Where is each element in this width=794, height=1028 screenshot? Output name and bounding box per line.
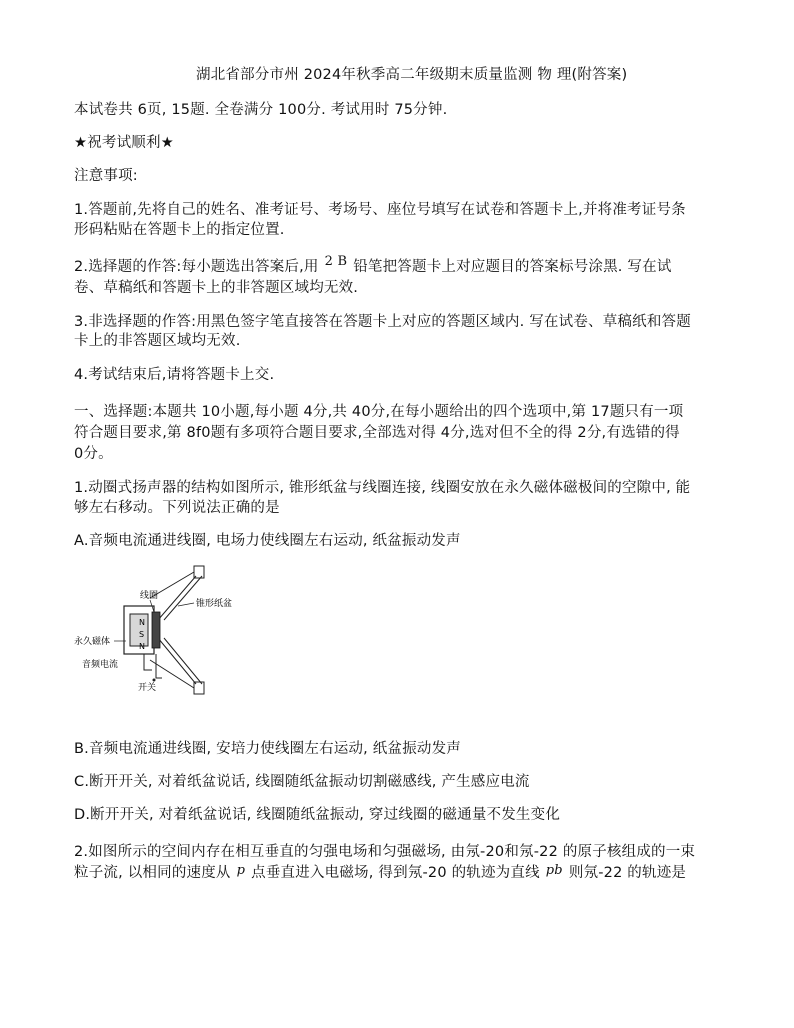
q1-stem-line-1: 1.动圈式扬声器的结构如图所示, 锥形纸盆与线圈连接, 线圈安放在永久磁体磁极间的空隙中, 能 xyxy=(74,480,691,496)
section-1-line-1: 一、选择题:本题共 10小题,每小题 4分,共 40分,在每小题给出的四个选项中,第 17题只有一项 xyxy=(74,404,684,420)
note-1-line-1: 1.答题前,先将自己的姓名、准考证号、考场号、座位号填写在试卷和答题卡上,并将准考证号条 xyxy=(74,202,686,218)
wish-text: ★祝考试顺利★ xyxy=(74,135,174,151)
switch-contact xyxy=(153,679,156,682)
point-p: p xyxy=(236,863,246,878)
note-4: 4.考试结束后,请将答题卡上交. xyxy=(74,367,275,383)
q2-text-b: 点垂直进入电磁场, 得到氖-20 的轨迹为直线 xyxy=(251,865,540,881)
pole-n-bottom: N xyxy=(139,642,145,651)
q1-stem-line-2: 够左右移动。下列说法正确的是 xyxy=(74,500,280,516)
section-1-line-3: 0分。 xyxy=(74,446,113,462)
notice-heading: 注意事项: xyxy=(74,168,138,184)
pencil-grade: 2 B xyxy=(324,254,348,269)
q2-text-a: 粒子流, 以相同的速度从 xyxy=(74,865,231,881)
exam-title: 湖北省部分市州 2024年秋季高二年级期末质量监测 物 理(附答案) xyxy=(196,67,628,83)
note-3-line-1: 3.非选择题的作答:用黑色签字笔直接答在答题卡上对应的答题区域内. 写在试卷、草稿纸和答题 xyxy=(74,314,691,330)
note-2-line-2: 卷、草稿纸和答题卡上的非答题区域均无效. xyxy=(74,280,359,296)
label-audio-current: 音频电流 xyxy=(82,660,119,670)
label-coil: 线圈 xyxy=(140,591,159,601)
q1-option-d: D.断开开关, 对着纸盆说话, 线圈随纸盆振动, 穿过线圈的磁通量不发生变化 xyxy=(74,807,561,823)
q2-stem-line-1: 2.如图所示的空间内存在相互垂直的匀强电场和匀强磁场, 由氖-20和氖-22 的原子核组成的一束 xyxy=(74,844,696,860)
note-1-line-2: 形码粘贴在答题卡上的指定位置. xyxy=(74,222,285,238)
section-1-line-2: 符合题目要求,第 8f0题有多项符合题目要求,全部选对得 4分,选对但不全的得 2分,有选错的得 xyxy=(74,425,680,441)
note-2-line-1 xyxy=(74,254,672,277)
note-2-text-a: 2.选择题的作答:每小题选出答案后,用 xyxy=(74,259,319,275)
q2-text-c: 则氖-22 的轨迹是 xyxy=(568,865,687,881)
pole-s: S xyxy=(139,630,145,639)
note-2-text-b: 铅笔把答题卡上对应题目的答案标号涂黑. 写在试 xyxy=(353,259,672,275)
label-cone: 锥形纸盆 xyxy=(196,599,233,609)
q1-option-a: A.音频电流通进线圈, 电场力使线圈左右运动, 纸盆振动发声 xyxy=(74,533,461,549)
line-pb: pb xyxy=(545,863,563,878)
q2-stem-line-2 xyxy=(74,864,686,883)
pole-n-top: N xyxy=(139,618,145,627)
q1-option-c: C.断开开关, 对着纸盆说话, 线圈随纸盆振动切割磁感线, 产生感应电流 xyxy=(74,774,530,790)
cone-leader xyxy=(178,603,194,606)
q1-option-b: B.音频电流通进线圈, 安培力使线圈左右运动, 纸盆振动发声 xyxy=(74,741,461,757)
cone-paper xyxy=(158,576,202,684)
voice-coil xyxy=(152,612,160,648)
exam-info: 本试卷共 6页, 15题. 全卷满分 100分. 考试用时 75分钟. xyxy=(74,102,448,118)
label-switch: 开关 xyxy=(138,683,157,693)
label-magnet: 永久磁体 xyxy=(74,637,111,647)
note-3-line-2: 卡上的非答题区域均无效. xyxy=(74,333,241,349)
loudspeaker-figure xyxy=(72,562,272,702)
